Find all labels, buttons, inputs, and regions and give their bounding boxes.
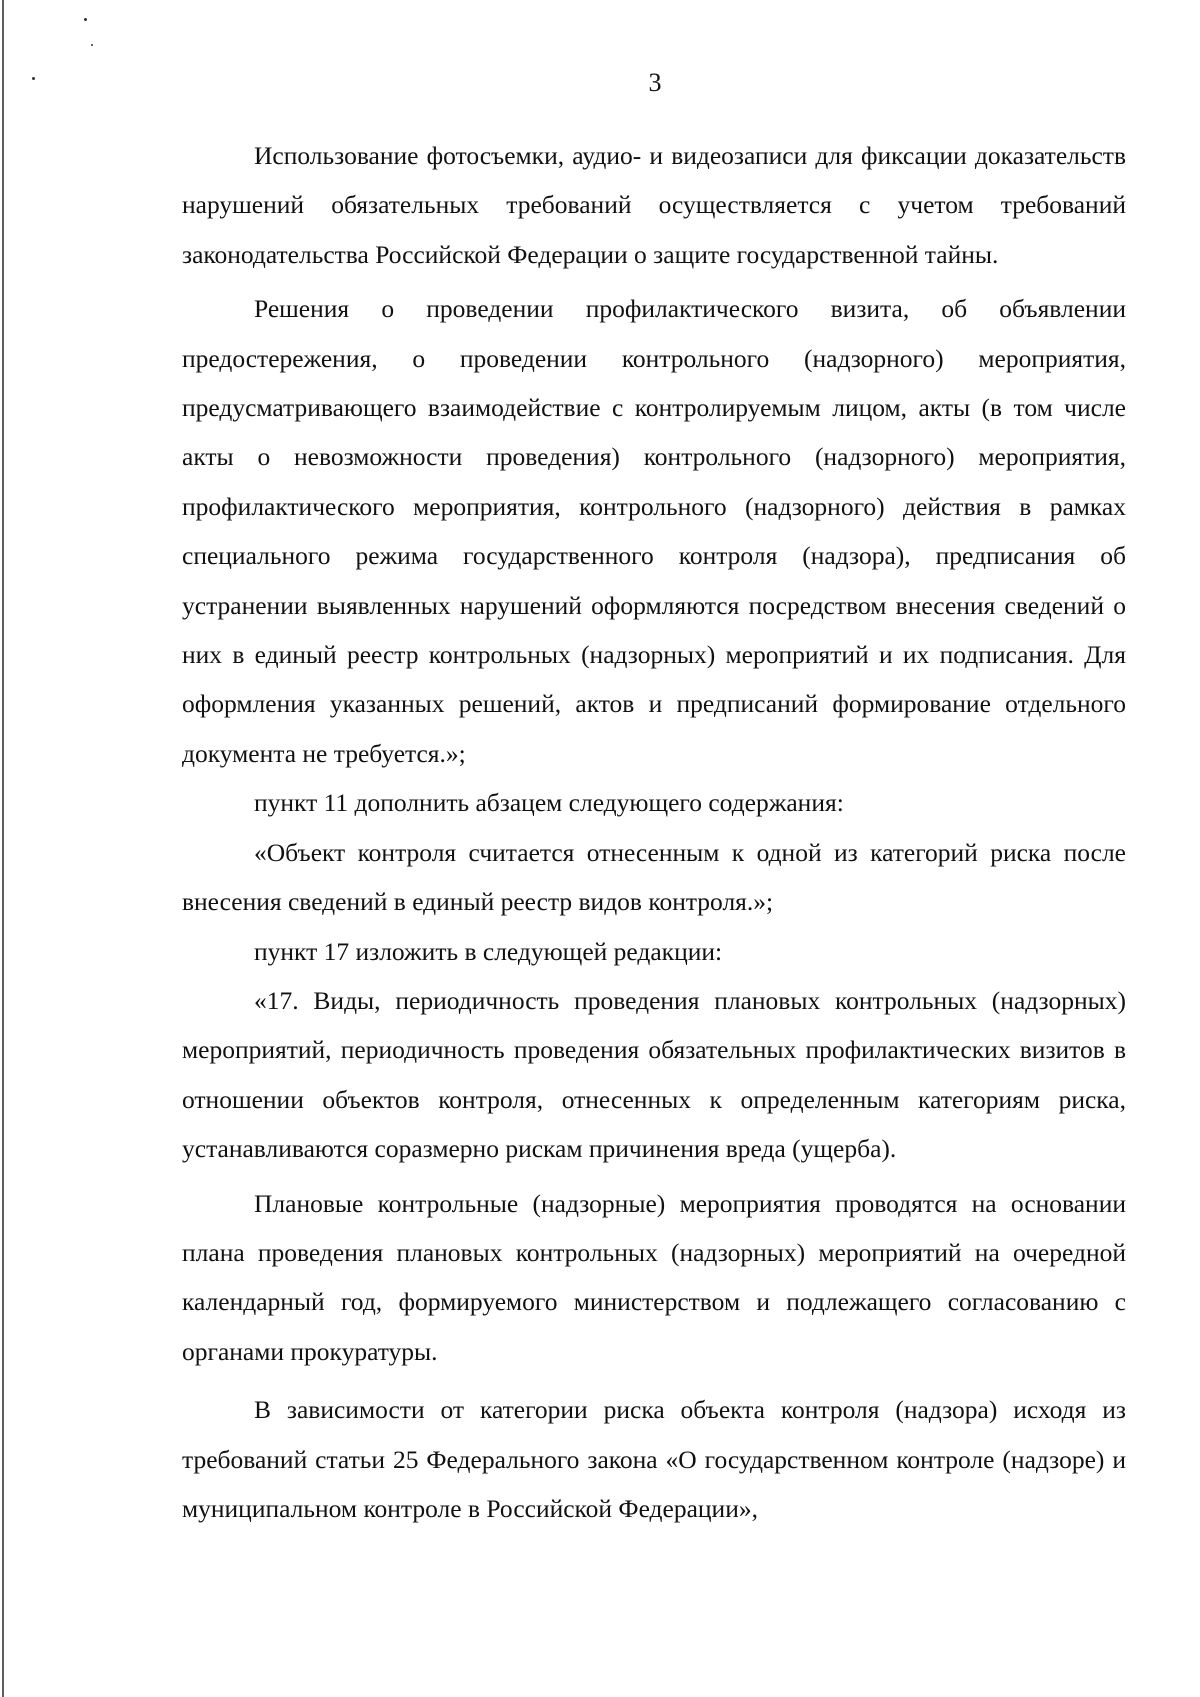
paragraph-decisions: Решения о проведении профилактического визита, об объявлении предостережения, о проведении контрольного (надзорного) мероприятия, предусматривающего взаимодействие с контролируемым лицом, акты (в том числе акты о невозможности проведения) контрольного (надзорного) мероприятия, профилактического мероприятия, контрольного (надзорного) действия в рамках специального режима государственного контроля (надзора), предписания об устранении выявленных нарушений оформляются посредством внесения сведений о них в единый реестр контрольных (надзорных) мероприятий и их подписания. Для оформления указанных решений, актов и предписаний формирование отдельного документа не требуется.»; <box>182 294 1126 768</box>
paragraph-risk-category: «Объект контроля считается отнесенным к одной из категорий риска после внесения сведений в единый реестр видов контроля.»; <box>182 837 1126 917</box>
paragraph-risk-dependency: В зависимости от категории риска объекта контроля (надзора) исходя из требований статьи 25 Федерального закона «О государственном контроле (надзоре) и муниципальном контроле в Российской Федерации», <box>182 1395 1126 1523</box>
paragraph-photo-recording: Использование фотосъемки, аудио- и видеозаписи для фиксации доказательств нарушений обязательных требований осуществляется с учетом требований законодательства Российской Федерации о защите государственной тайны. <box>182 141 1126 269</box>
scan-speck <box>84 18 87 21</box>
paragraph-17-types: «17. Виды, периодичность проведения плановых контрольных (надзорных) мероприятий, периодичность проведения обязательных профилактических визитов в отношении объектов контроля, отнесенных к определенным категориям риска, устанавливаются соразмерно рискам причинения вреда (ущерба). <box>182 985 1126 1164</box>
paragraph-planned-measures: Плановые контрольные (надзорные) мероприятия проводятся на основании плана проведения плановых контрольных (надзорных) мероприятий на очередной календарный год, формируемого министерством и подлежащего согласованию с органами прокуратуры. <box>182 1188 1126 1366</box>
paragraph-item-11: пункт 11 дополнить абзацем следующего содержания: <box>254 788 844 818</box>
scan-border-line <box>2 0 4 1697</box>
page-number: 3 <box>648 68 662 97</box>
paragraph-item-17: пункт 17 изложить в следующей редакции: <box>254 936 723 966</box>
scan-speck <box>91 44 93 46</box>
body-text <box>182 131 1126 1533</box>
